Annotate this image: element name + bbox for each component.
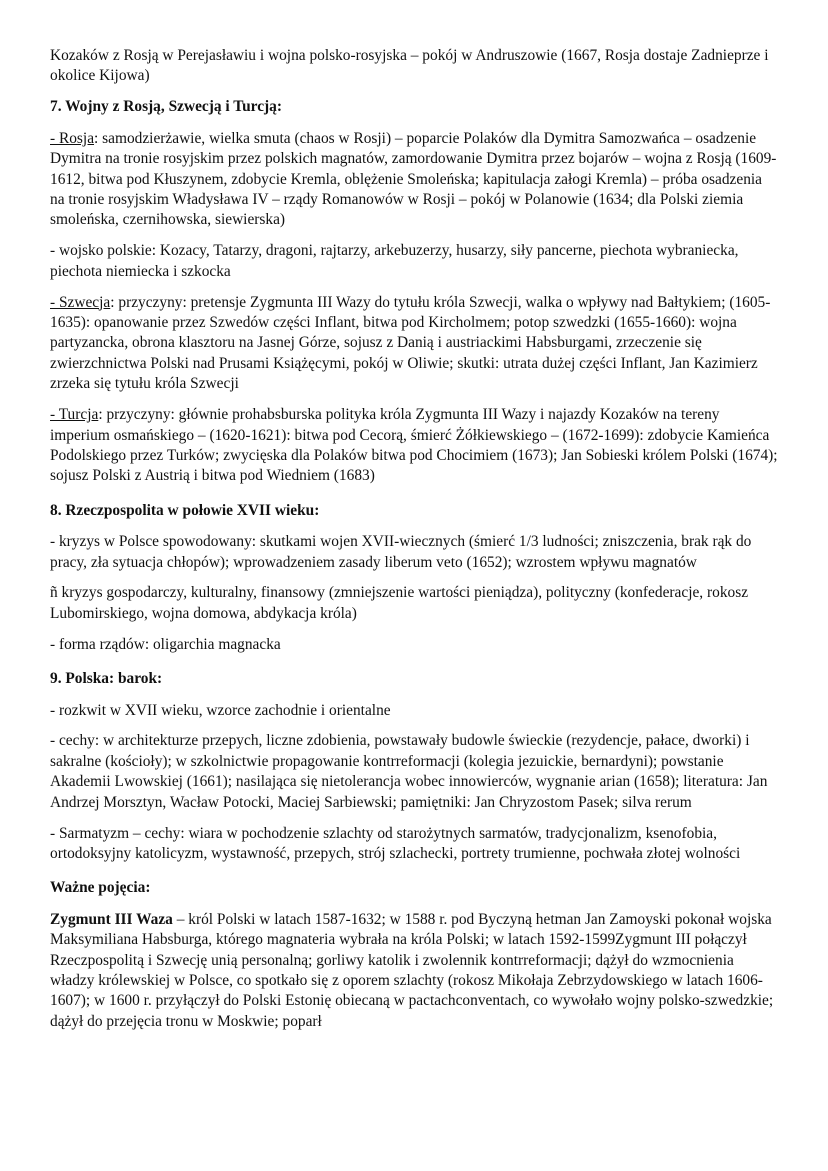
rosja-label: - Rosja: [50, 129, 95, 147]
turcja-paragraph: [50, 405, 780, 487]
kryzys-types-paragraph: ñ kryzys gospodarczy, kulturalny, finansowy (zmniejszenie wartości pieniądza), polityczny (konfederacje, rokosz Lubomirskiego, wojna domowa, abdykacja króla): [50, 584, 749, 622]
forma-rzadow-paragraph: - forma rządów: oligarchia magnacka: [50, 635, 281, 653]
document-page: [50, 46, 780, 1043]
zygmunt-paragraph: [50, 910, 780, 1032]
intro-paragraph: Kozaków z Rosją w Perejasławiu i wojna polsko-rosyjska – pokój w Andruszowie (1667, Rosja dostaje Zadnieprze i okolice Kijowa): [50, 47, 769, 85]
section-8-heading: 8. Rzeczpospolita w połowie XVII wieku:: [50, 501, 320, 519]
wojsko-paragraph: - wojsko polskie: Kozacy, Tatarzy, dragoni, rajtarzy, arkebuzerzy, husarzy, siły pancerne, piechota wybraniecka, piechota niemiecka i szkocka: [50, 242, 739, 280]
barok-cechy-paragraph: - cechy: w architekturze przepych, liczne zdobienia, powstawały budowle świeckie (rezydencje, pałace, dworki) i sakralne (kościoły); w szkolnictwie propagowanie kontrreformacji (kolegia jezuickie, bernardyni); powstanie Akademii Lwowskiej (1661); nasilająca się nietolerancja wobec innowierców, wygnanie arian (1658); literatura: Jan Andrzej Morsztyn, Wacław Potocki, Maciej Sarbiewski; pamiętniki: Jan Chryzostom Pasek; silva rerum: [50, 732, 768, 811]
szwecja-paragraph: [50, 293, 780, 395]
zygmunt-name: Zygmunt III Waza: [50, 910, 173, 928]
szwecja-text: : przyczyny: pretensje Zygmunta III Wazy do tytułu króla Szwecji, walka o wpływy nad Bałtykiem; (1605-1635): opanowanie przez Szwedów części Inflant, bitwa pod Kircholmem; potop szwedzki (1655-1660): wojna partyzancka, obrona klasztoru na Jasnej Górze, sojusz z Danią i austriackimi Habsburgami, zrzeczenie się zwierzchnictwa Polski nad Prusami Książęcymi, pokój w Oliwie; skutki: utrata dużej części Inflant, Jan Kazimierz zrzeka się tytułu króla Szwecji: [50, 293, 771, 393]
sarmatyzm-paragraph: - Sarmatyzm – cechy: wiara w pochodzenie szlachty od starożytnych sarmatów, tradycjonalizm, ksenofobia, ortodoksyjny katolicyzm, wystawność, przepych, strój szlachecki, portrety trumienne, pochwała złotej wolności: [50, 824, 741, 862]
turcja-text: : przyczyny: głównie prohabsburska polityka króla Zygmunta III Wazy i najazdy Kozaków na tereny imperium osmańskiego – (1620-1621): bitwa pod Cecorą, śmierć Żółkiewskiego – (1672-1699): zdobycie Kamieńca Podolskiego przez Turków; zwycięska dla Polaków bitwa pod Chocimiem (1673); Jan Sobieski królem Polski (1674); sojusz Polski z Austrią i bitwa pod Wiedniem (1683): [50, 406, 778, 485]
section-7-heading: 7. Wojny z Rosją, Szwecją i Turcją:: [50, 98, 282, 116]
rosja-paragraph: [50, 129, 780, 231]
zygmunt-text: – król Polski w latach 1587-1632; w 1588 r. pod Byczyną hetman Jan Zamoyski pokonał wojska Maksymiliana Habsburga, którego magnateria wybrała na króla Polski; w latach 1592-1599Zygmunt III połączył Rzeczpospolitą i Szwecję unią personalną; gorliwy katolik i zwolennik kontrreformacji; dążył do wzmocnienia władzy królewskiej w Polsce, co spotkało się z oporem szlachty (rokosz Mikołaja Zebrzydowskiego w latach 1606-1607); w 1600 r. przyłączył do Polski Estonię obiecaną w pactachconventach, co wywołało wojny polsko-szwedzkie; dążył do przejęcia tronu w Moskwie; poparł: [50, 910, 774, 1030]
barok-rozkwit-paragraph: - rozkwit w XVII wieku, wzorce zachodnie i orientalne: [50, 701, 391, 719]
terms-heading: Ważne pojęcia:: [50, 879, 151, 897]
section-9-heading: 9. Polska: barok:: [50, 670, 163, 688]
szwecja-label: - Szwecja: [50, 293, 111, 311]
kryzys-paragraph: - kryzys w Polsce spowodowany: skutkami wojen XVII-wiecznych (śmierć 1/3 ludności; zniszczenia, brak rąk do pracy, zła sytuacja chłopów); wprowadzeniem zasady liberum veto (1652); wzrostem wpływu magnatów: [50, 533, 752, 571]
rosja-text: : samodzierżawie, wielka smuta (chaos w Rosji) – poparcie Polaków dla Dymitra Samozwańca – osadzenie Dymitra na tronie rosyjskim przez polskich magnatów, zamordowanie Dymitra przez bojarów – wojna z Rosją (1609-1612, bitwa pod Kłuszynem, zdobycie Kremla, oblężenie Smoleńska; kapitulacja załogi Kremla) – próba osadzenia na tronie rosyjskim Władysława IV – rządy Romanowów w Rosji – pokój w Polanowie (1634; dla Polski ziemia smoleńska, czernihowska, siewierska): [50, 129, 777, 229]
turcja-label: - Turcja: [50, 406, 99, 424]
